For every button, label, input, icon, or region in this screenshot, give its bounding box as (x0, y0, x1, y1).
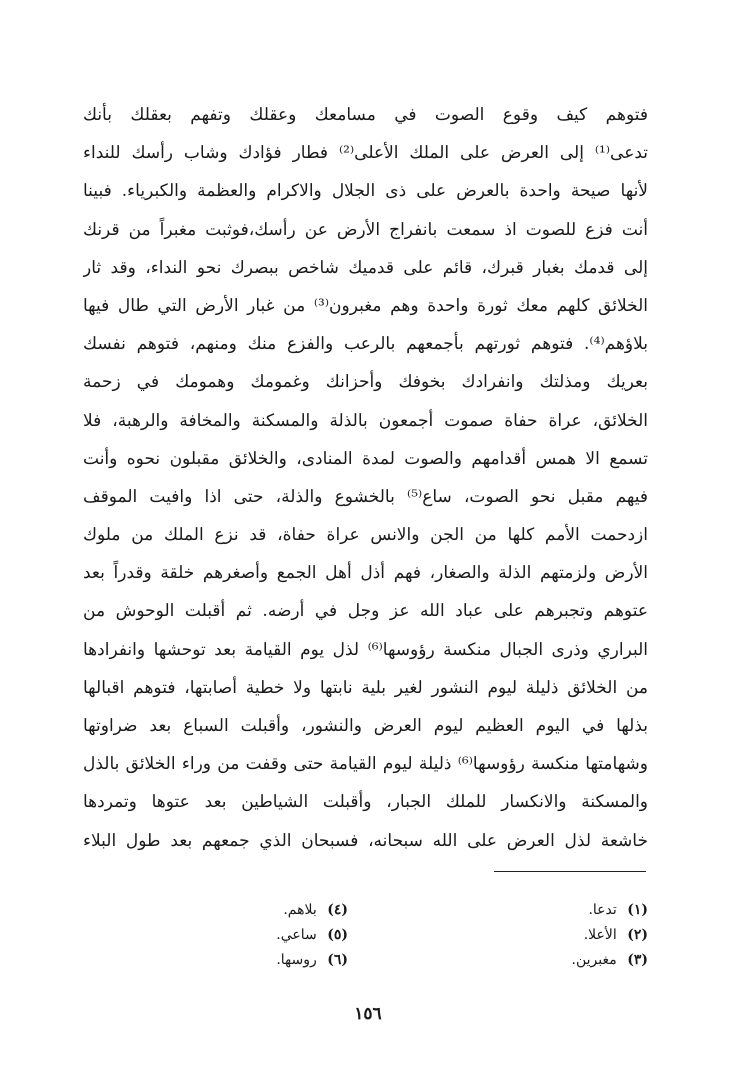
footnotes-right-column (388, 898, 648, 973)
footnote-item (388, 948, 648, 973)
text-line: فيهم مقبل نحو الصوت، ساع⁽⁵⁾ بالخشوع والذلة، حتى اذا وافيت الموقف (83, 486, 648, 507)
footnote-number: (٣) (627, 952, 648, 968)
footnote-text: بلاهم. (283, 902, 317, 918)
footnote-text: تدعا. (588, 902, 617, 918)
footnote-number: (١) (627, 902, 648, 918)
text-line: عتوهم وتجبرهم على عباد الله عز وجل في أرضه. ثم أقبلت الوحوش من (83, 601, 648, 622)
footnote-item (388, 923, 648, 948)
footnote-number: (٤) (327, 902, 348, 918)
footnote-number: (٥) (327, 927, 348, 943)
text-line: أنت فزع للصوت اذ سمعت بانفراج الأرض عن رأسك،فوثبت مغبراً من قرنك (83, 219, 648, 240)
text-line: الأرض ولزمتهم الذلة والصغار، فهم أذل أهل الجمع وأصغرهم خلقة وقدراً بعد (83, 563, 648, 584)
text-line: بلاؤهم⁽⁴⁾. فتوهم ثورتهم بأجمعهم بالرعب والفزع منك ومنهم، فتوهم نفسك (83, 334, 648, 355)
text-line: تدعى⁽¹⁾ إلى العرض على الملك الأعلى⁽²⁾ فطار فؤادك وشاب رأسك للنداء (83, 143, 648, 164)
footnotes-left-column (88, 898, 348, 973)
text-line: الخلائق، عراة حفاة صموت أجمعون بالذلة والمسكنة والمخافة والرهبة، فلا (83, 410, 648, 431)
text-line: إلى قدمك بغبار قبرك، قائم على قدميك شاخص ببصرك نحو النداء، وقد ثار (83, 257, 648, 278)
text-line: ازدحمت الأمم كلها من الجن والانس عراة حفاة، قد نزع الملك من ملوك (83, 525, 648, 546)
footnote-number: (٦) (327, 952, 348, 968)
footnote-separator (494, 871, 646, 872)
text-line: خاشعة لذل العرض على الله سبحانه، فسبحان الذي جمعهم بعد طول البلاء (83, 830, 648, 851)
text-line: بعريك ومذلتك وانفرادك بخوفك وأحزانك وغمومك وهمومك في زحمة (83, 372, 648, 393)
footnotes (88, 898, 648, 973)
main-text (83, 96, 648, 860)
text-line: من الخلائق ذليلة ليوم النشور لغير بلية نابتها ولا خطية أصابتها، فتوهم اقبالها (83, 677, 648, 698)
text-line: لأنها صيحة واحدة بالعرض على ذى الجلال والاكرام والعظمة والكبرياء. فبينا (83, 181, 648, 202)
footnote-item (88, 898, 348, 923)
text-line: الخلائق كلهم معك ثورة واحدة وهم مغبرون⁽³⁾ من غبار الأرض التي طال فيها (83, 295, 648, 316)
footnote-item (88, 923, 348, 948)
text-line: وشهامتها منكسة رؤوسها⁽⁶⁾ ذليلة ليوم القيامة حتى وقفت من وراء الخلائق بالذل (83, 754, 648, 775)
text-line: البراري وذرى الجبال منكسة رؤوسها⁽⁶⁾ لذل يوم القيامة بعد توحشها وانفرادها (83, 639, 648, 660)
footnote-text: الأعلا. (583, 927, 617, 943)
text-line: فتوهم كيف وقوع الصوت في مسامعك وعقلك وتفهم بعقلك بأنك (83, 105, 648, 125)
footnote-item (88, 948, 348, 973)
footnote-text: روسها. (276, 952, 317, 968)
text-line: تسمع الا همس أقدامهم والصوت لمدة المنادى، والخلائق مقبلون نحوه وأنت (83, 448, 648, 469)
text-line: والمسكنة والانكسار للملك الجبار، وأقبلت الشياطين بعد عتوها وتمردها (83, 792, 648, 813)
footnote-number: (٢) (627, 927, 648, 943)
text-line: بذلها في اليوم العظيم ليوم العرض والنشور، وأقبلت السباع بعد ضراوتها (83, 716, 648, 736)
footnote-text: ساعي. (276, 927, 317, 943)
page-number: ١٥٦ (354, 1004, 382, 1024)
footnote-item (388, 898, 648, 923)
footnote-text: مغبرين. (571, 952, 617, 968)
